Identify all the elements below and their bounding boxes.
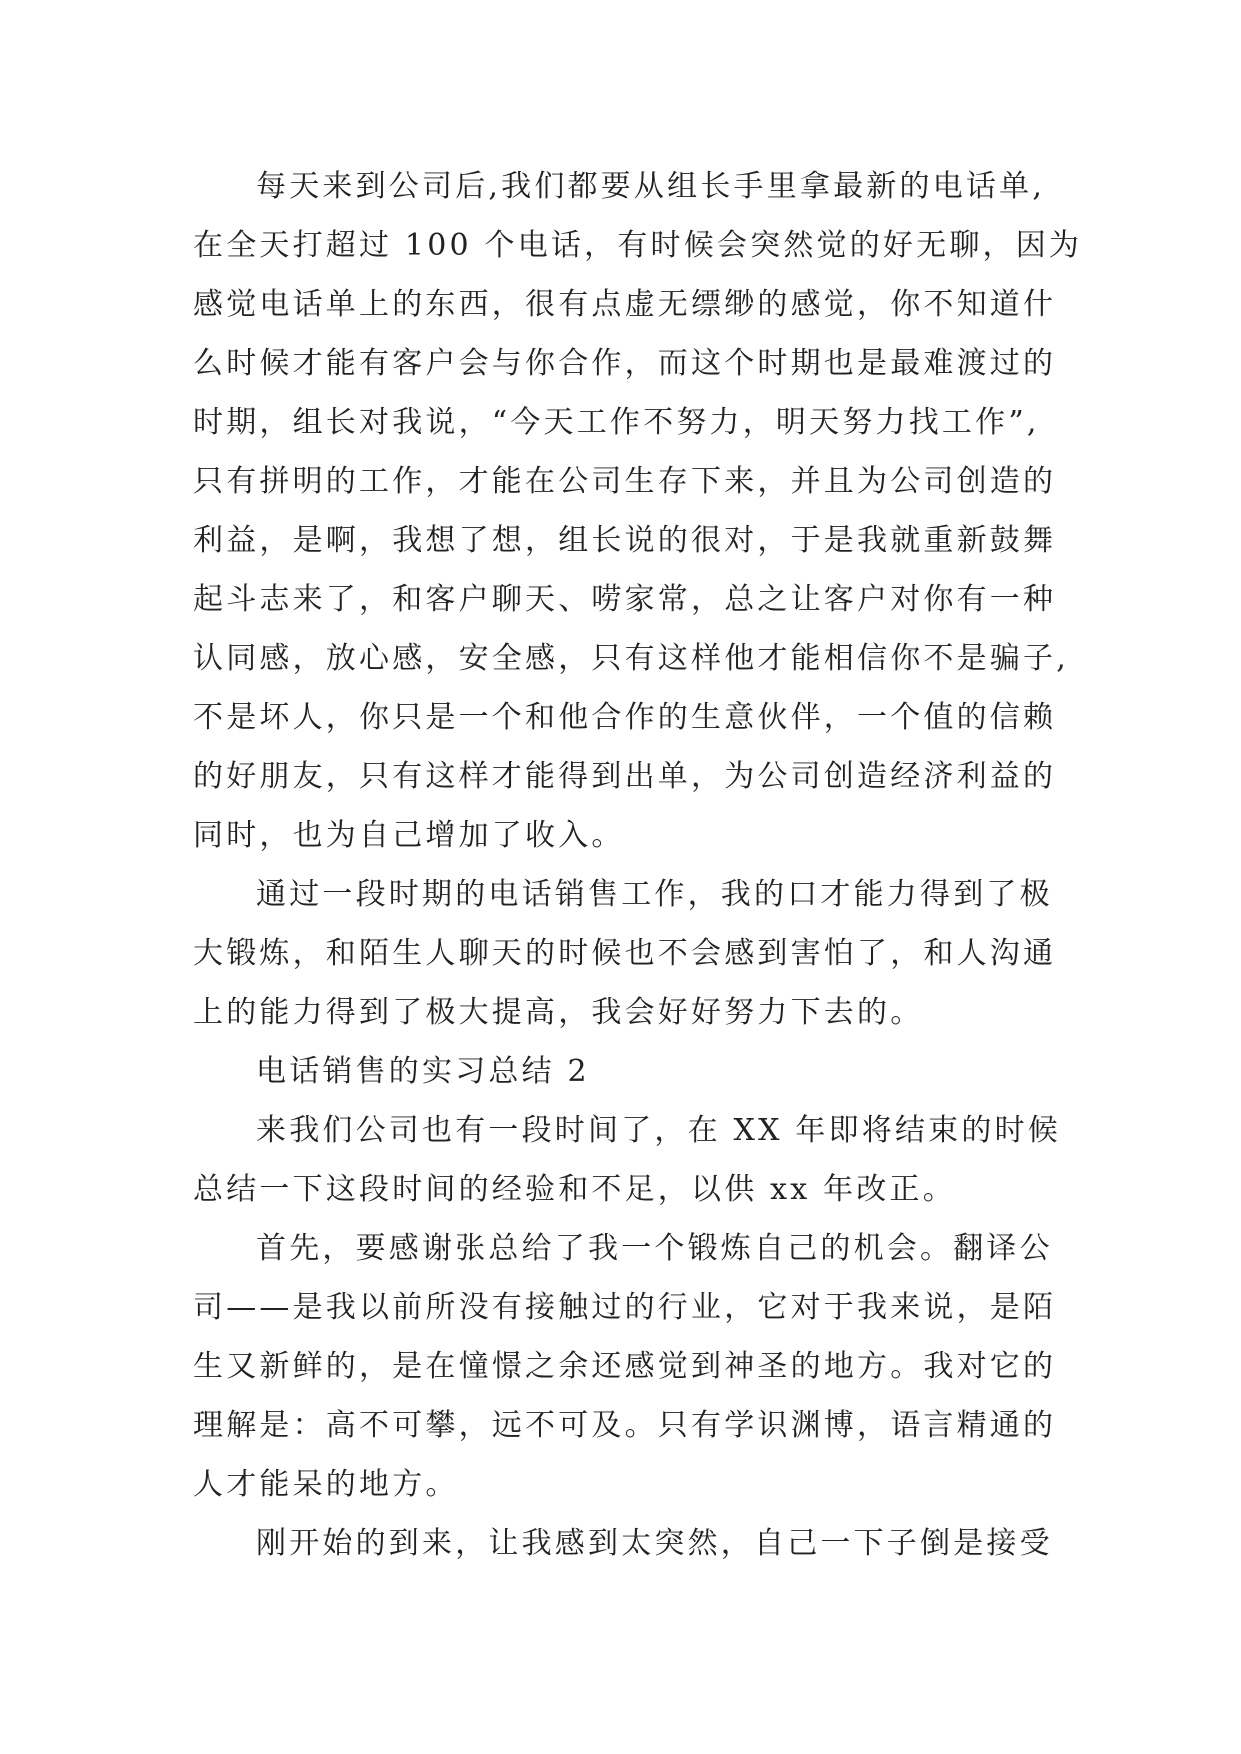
document-body	[193, 157, 1093, 1573]
paragraph-line: 不是坏人，你只是一个和他合作的生意伙伴，一个值的信赖	[193, 700, 1057, 735]
paragraph-line: 么时候才能有客户会与你合作，而这个时期也是最难渡过的	[193, 346, 1057, 381]
paragraph-line: 的好朋友，只有这样才能得到出单，为公司创造经济利益的	[193, 759, 1057, 794]
paragraph-line: 同时，也为自己增加了收入。	[193, 818, 625, 853]
paragraph-line: 理解是：高不可攀，远不可及。只有学识渊博，语言精通的	[193, 1408, 1057, 1443]
paragraph-line: 大锻炼，和陌生人聊天的时候也不会感到害怕了，和人沟通	[193, 936, 1057, 971]
section-heading: 电话销售的实习总结 2	[256, 1054, 590, 1089]
paragraph-line: 在全天打超过 100 个电话，有时候会突然觉的好无聊，因为	[193, 228, 1083, 263]
paragraph-line: 认同感，放心感，安全感，只有这样他才能相信你不是骗子,	[193, 641, 1069, 676]
paragraph-line: 通过一段时期的电话销售工作，我的口才能力得到了极	[256, 877, 1053, 912]
paragraph-line: 起斗志来了，和客户聊天、唠家常，总之让客户对你有一种	[193, 582, 1057, 617]
paragraph-line: 时期，组长对我说，“今天工作不努力，明天努力找工作”,	[193, 405, 1040, 440]
paragraph-line: 上的能力得到了极大提高，我会好好努力下去的。	[193, 995, 924, 1030]
paragraph-line: 感觉电话单上的东西，很有点虚无缥缈的感觉，你不知道什	[193, 287, 1057, 322]
paragraph-line: 总结一下这段时间的经验和不足，以供 xx 年改正。	[193, 1172, 956, 1207]
paragraph-line: 司——是我以前所没有接触过的行业，它对于我来说，是陌	[193, 1290, 1057, 1325]
paragraph-line: 利益，是啊，我想了想，组长说的很对，于是我就重新鼓舞	[193, 523, 1057, 558]
paragraph-line: 刚开始的到来，让我感到太突然，自己一下子倒是接受	[256, 1526, 1053, 1561]
paragraph-line: 只有拼明的工作，才能在公司生存下来，并且为公司创造的	[193, 464, 1057, 499]
paragraph-line: 每天来到公司后,我们都要从组长手里拿最新的电话单,	[256, 169, 1046, 204]
paragraph-line: 首先，要感谢张总给了我一个锻炼自己的机会。翻译公	[256, 1231, 1053, 1266]
paragraph-line: 人才能呆的地方。	[193, 1467, 459, 1502]
paragraph-line: 生又新鲜的，是在憧憬之余还感觉到神圣的地方。我对它的	[193, 1349, 1057, 1384]
paragraph-line: 来我们公司也有一段时间了，在 XX 年即将结束的时候	[256, 1113, 1061, 1148]
